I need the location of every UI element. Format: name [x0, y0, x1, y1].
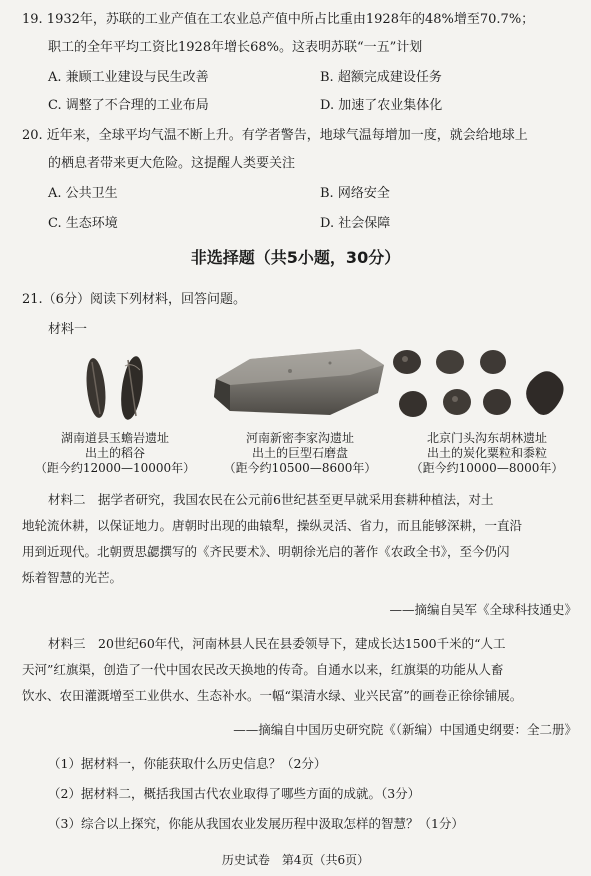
material3-line1: 材料三 20世纪60年代，河南林县人民在县委领导下，建成长达1500千米的“人工	[48, 636, 506, 651]
carbonized-millet-photo	[385, 342, 575, 432]
caption-rice-line2: 出土的稻谷	[84, 446, 145, 460]
caption-quern-line2: 出土的巨型石磨盘	[251, 446, 348, 460]
rice-grains-photo	[70, 352, 160, 424]
q20-option-c: C. 生态环境	[48, 216, 118, 231]
material3-line3: 饮水、农田灌溉增至工业供水、生态补水。一幅“渠清水绿、业兴民富”的画卷正徐徐铺展。	[22, 688, 523, 703]
q19-option-a: A. 兼顾工业建设与民生改善	[48, 70, 209, 85]
caption-millet-line1: 北京门头沟东胡林遗址	[426, 431, 547, 445]
caption-quern	[215, 431, 385, 476]
material3-source: ——摘编自中国历史研究院《（新编）中国通史纲要：全二册》	[233, 722, 577, 737]
caption-quern-line1: 河南新密李家沟遗址	[245, 431, 354, 445]
section-title: 非选择题（共5小题，30分）	[190, 248, 401, 267]
q20-stem-line1: 20. 近年来，全球平均气温不断上升。有学者警告，地球气温每增加一度，就会给地球上	[22, 128, 528, 143]
q19-option-d: D. 加速了农业集体化	[320, 98, 443, 113]
material2-source: ——摘编自吴军《全球科技通史》	[389, 602, 577, 617]
page-footer: 历史试卷 第4页（共6页）	[221, 853, 370, 867]
caption-quern-line3: （距今约10500—8600年）	[223, 461, 377, 475]
material2-line4: 烁着智慧的光芒。	[22, 570, 123, 585]
material1-label: 材料一	[48, 322, 88, 337]
caption-millet-line3: （距今约10000—8000年）	[410, 461, 564, 475]
subquestion-3: （3）综合以上探究，你能从我国农业发展历程中汲取怎样的智慧？（1分）	[48, 816, 464, 831]
q20-option-a: A. 公共卫生	[48, 186, 118, 201]
q19-stem-line2: 职工的全年平均工资比1928年增长68%。这表明苏联“一五”计划	[48, 40, 423, 55]
material2-line2: 地轮流休耕，以保证地力。唐朝时出现的曲辕犁，操纵灵活、省力，而且能够深耕，一直沿	[22, 518, 523, 533]
caption-rice-line1: 湖南道县玉蟾岩遗址	[60, 431, 169, 445]
q19-stem-line1: 19. 1932年，苏联的工业产值在工农业总产值中所占比重由1928年的48%增至70.7%；	[22, 12, 535, 27]
q20-option-d: D. 社会保障	[320, 216, 391, 231]
material2-line1: 材料二 据学者研究，我国农民在公元前6世纪甚至更早就采用套耕种植法，对土	[48, 492, 494, 507]
stone-quern-photo	[210, 345, 390, 425]
caption-millet-line2: 出土的炭化粟粒和黍粒	[426, 446, 547, 460]
material2-line3: 用到近现代。北朝贾思勰撰写的《齐民要术》、明朝徐光启的著作《农政全书》，至今仍闪	[22, 544, 510, 559]
material3-line2: 天河”红旗渠，创造了一代中国农民改天换地的传奇。自通水以来，红旗渠的功能从人畜	[22, 662, 504, 677]
q20-option-b: B. 网络安全	[320, 186, 390, 201]
q21-stem: 21.（6分）阅读下列材料，回答问题。	[22, 292, 246, 307]
caption-rice	[30, 431, 200, 476]
q19-option-b: B. 超额完成建设任务	[320, 70, 442, 85]
subquestion-1: （1）据材料一，你能获取什么历史信息？（2分）	[48, 756, 327, 771]
subquestion-2: （2）据材料二，概括我国古代农业取得了哪些方面的成就。（3分）	[48, 786, 421, 801]
q19-option-c: C. 调整了不合理的工业布局	[48, 98, 209, 113]
caption-millet	[392, 431, 582, 476]
caption-rice-line3: （距今约12000—10000年）	[34, 461, 196, 475]
q20-stem-line2: 的栖息者带来更大危险。这提醒人类要关注	[48, 156, 296, 171]
